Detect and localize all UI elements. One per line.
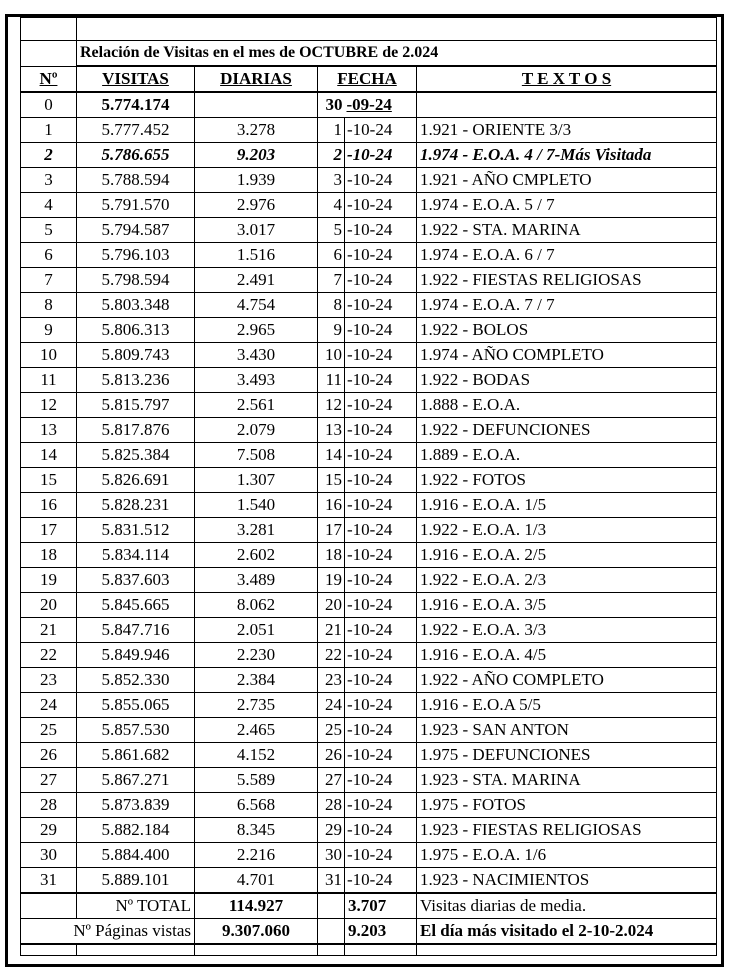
row-texto: 1.974 - E.O.A. 5 / 7 [417,193,717,218]
row-texto: 1.916 - E.O.A. 1/5 [417,493,717,518]
row-texto: 1.923 - SAN ANTON [417,718,717,743]
row-fecha: -10-24 [345,643,417,668]
row-visitas: 5.847.716 [77,618,195,643]
row-fecha: -10-24 [345,268,417,293]
row-fecha: -10-24 [345,418,417,443]
row-texto: 1.975 - DEFUNCIONES [417,743,717,768]
row-diarias: 4.754 [195,293,318,318]
row-day: 2 [318,143,345,168]
row-fecha: -10-24 [345,518,417,543]
page-title: Relación de Visitas en el mes de OCTUBRE de 2.024 [77,41,717,67]
header-textos: T E X T O S [417,66,717,92]
row-number: 28 [21,793,77,818]
row-visitas: 5.834.114 [77,543,195,568]
row-day: 12 [318,393,345,418]
row-day: 31 [318,868,345,894]
row-visitas: 5.837.603 [77,568,195,593]
row-number: 8 [21,293,77,318]
row-diarias: 1.516 [195,243,318,268]
row-fecha: -10-24 [345,493,417,518]
row-fecha: -10-24 [345,118,417,143]
row-diarias: 2.216 [195,843,318,868]
row-day: 11 [318,368,345,393]
row-texto: 1.922 - E.O.A. 3/3 [417,618,717,643]
row-visitas: 5.791.570 [77,193,195,218]
row-day: 23 [318,668,345,693]
row-day: 17 [318,518,345,543]
row-texto: 1.888 - E.O.A. [417,393,717,418]
table-row [21,793,717,818]
row-number: 22 [21,643,77,668]
row-day: 24 [318,693,345,718]
row-texto [417,92,717,118]
table-row [21,293,717,318]
row-texto: 1.921 - AÑO CMPLETO [417,168,717,193]
row-diarias: 8.062 [195,593,318,618]
row-diarias: 2.051 [195,618,318,643]
pages-value: 9.307.060 [195,919,318,945]
row-fecha: -09-24 [345,92,417,118]
visits-sheet [5,14,724,967]
row-visitas: 5.867.271 [77,768,195,793]
row-number: 24 [21,693,77,718]
row-diarias: 2.602 [195,543,318,568]
media-text: Visitas diarias de media. [417,893,717,919]
row-number: 21 [21,618,77,643]
row-day: 4 [318,193,345,218]
table-row [21,193,717,218]
row-number: 17 [21,518,77,543]
row-diarias: 1.939 [195,168,318,193]
row-fecha: -10-24 [345,168,417,193]
table-row [21,92,717,118]
row-day: 6 [318,243,345,268]
row-visitas: 5.852.330 [77,668,195,693]
row-texto: 1.922 - DEFUNCIONES [417,418,717,443]
total-row [21,893,717,919]
row-fecha: -10-24 [345,668,417,693]
table-row [21,768,717,793]
row-fecha: -10-24 [345,693,417,718]
row-fecha: -10-24 [345,818,417,843]
row-texto: 1.916 - E.O.A 5/5 [417,693,717,718]
table-row [21,868,717,894]
table-row [21,593,717,618]
table-row [21,143,717,168]
row-texto: 1.975 - FOTOS [417,793,717,818]
row-fecha: -10-24 [345,718,417,743]
row-day: 3 [318,168,345,193]
row-visitas: 5.813.236 [77,368,195,393]
row-day: 14 [318,443,345,468]
row-diarias: 1.307 [195,468,318,493]
table-row [21,743,717,768]
row-number: 1 [21,118,77,143]
row-number: 29 [21,818,77,843]
row-day: 9 [318,318,345,343]
table-row [21,368,717,393]
row-number: 20 [21,593,77,618]
row-day: 28 [318,793,345,818]
row-texto: 1.923 - FIESTAS RELIGIOSAS [417,818,717,843]
table-row [21,443,717,468]
row-diarias: 3.430 [195,343,318,368]
row-number: 10 [21,343,77,368]
row-day: 16 [318,493,345,518]
pages-row [21,919,717,945]
row-diarias: 5.589 [195,768,318,793]
row-diarias: 2.561 [195,393,318,418]
row-fecha: -10-24 [345,568,417,593]
header-no: Nº [21,66,77,92]
row-visitas: 5.788.594 [77,168,195,193]
row-number: 27 [21,768,77,793]
row-fecha: -10-24 [345,218,417,243]
row-texto: 1.975 - E.O.A. 1/6 [417,843,717,868]
row-visitas: 5.831.512 [77,518,195,543]
row-visitas: 5.796.103 [77,243,195,268]
row-texto: 1.923 - NACIMIENTOS [417,868,717,894]
row-fecha: -10-24 [345,318,417,343]
header-diarias: DIARIAS [195,66,318,92]
row-texto: 1.916 - E.O.A. 3/5 [417,593,717,618]
table-row [21,843,717,868]
row-texto: 1.921 - ORIENTE 3/3 [417,118,717,143]
row-visitas: 5.809.743 [77,343,195,368]
row-fecha: -10-24 [345,393,417,418]
row-day: 8 [318,293,345,318]
corner-cell [21,18,77,41]
row-number: 9 [21,318,77,343]
header-row [21,66,717,92]
row-visitas: 5.803.348 [77,293,195,318]
row-texto: 1.922 - BOLOS [417,318,717,343]
row-texto: 1.922 - FOTOS [417,468,717,493]
row-visitas: 5.845.665 [77,593,195,618]
table-row [21,493,717,518]
row-visitas: 5.777.452 [77,118,195,143]
media-value: 3.707 [345,893,417,919]
row-day: 7 [318,268,345,293]
row-visitas: 5.849.946 [77,643,195,668]
row-visitas: 5.857.530 [77,718,195,743]
row-texto: 1.916 - E.O.A. 2/5 [417,543,717,568]
row-number: 19 [21,568,77,593]
row-diarias: 1.540 [195,493,318,518]
row-visitas: 5.889.101 [77,868,195,894]
max-value: 9.203 [345,919,417,945]
row-day: 18 [318,543,345,568]
row-number: 11 [21,368,77,393]
row-diarias: 3.017 [195,218,318,243]
row-fecha: -10-24 [345,593,417,618]
row-diarias: 3.278 [195,118,318,143]
row-diarias: 6.568 [195,793,318,818]
row-day: 25 [318,718,345,743]
row-diarias: 7.508 [195,443,318,468]
row-texto: 1.922 - AÑO COMPLETO [417,668,717,693]
row-texto: 1.922 - E.O.A. 1/3 [417,518,717,543]
row-texto: 1.974 - AÑO COMPLETO [417,343,717,368]
table-row [21,543,717,568]
row-number: 6 [21,243,77,268]
row-visitas: 5.815.797 [77,393,195,418]
row-day: 20 [318,593,345,618]
row-visitas: 5.855.065 [77,693,195,718]
row-diarias: 2.384 [195,668,318,693]
row-diarias: 2.230 [195,643,318,668]
row-texto: 1.922 - STA. MARINA [417,218,717,243]
row-number: 7 [21,268,77,293]
row-diarias: 2.491 [195,268,318,293]
row-visitas: 5.873.839 [77,793,195,818]
table-row [21,468,717,493]
row-diarias: 4.152 [195,743,318,768]
table-row [21,268,717,293]
row-visitas: 5.825.384 [77,443,195,468]
row-texto: 1.889 - E.O.A. [417,443,717,468]
table-row [21,168,717,193]
row-number: 23 [21,668,77,693]
row-day: 1 [318,118,345,143]
row-diarias: 3.493 [195,368,318,393]
row-fecha: -10-24 [345,768,417,793]
row-number: 26 [21,743,77,768]
row-diarias: 2.079 [195,418,318,443]
row-number: 15 [21,468,77,493]
row-fecha: -10-24 [345,468,417,493]
row-fecha: -10-24 [345,618,417,643]
row-diarias: 3.489 [195,568,318,593]
row-texto: 1.974 - E.O.A. 6 / 7 [417,243,717,268]
row-visitas: 5.806.313 [77,318,195,343]
row-number: 16 [21,493,77,518]
row-day: 29 [318,818,345,843]
max-text: El día más visitado el 2-10-2.024 [417,919,717,945]
row-diarias: 9.203 [195,143,318,168]
row-visitas: 5.884.400 [77,843,195,868]
table-row [21,818,717,843]
row-number: 2 [21,143,77,168]
row-day: 22 [318,643,345,668]
row-number: 4 [21,193,77,218]
row-day: 30 [318,843,345,868]
row-number: 30 [21,843,77,868]
table-row [21,318,717,343]
total-value: 114.927 [195,893,318,919]
row-fecha: -10-24 [345,543,417,568]
row-fecha: -10-24 [345,743,417,768]
row-number: 12 [21,393,77,418]
row-number: 3 [21,168,77,193]
table-row [21,568,717,593]
row-fecha: -10-24 [345,193,417,218]
row-diarias: 2.965 [195,318,318,343]
table-row [21,118,717,143]
row-visitas: 5.817.876 [77,418,195,443]
header-fecha: FECHA [318,66,417,92]
row-day: 26 [318,743,345,768]
row-day: 19 [318,568,345,593]
header-visitas: VISITAS [77,66,195,92]
table-row [21,668,717,693]
row-fecha: -10-24 [345,343,417,368]
row-number: 13 [21,418,77,443]
row-diarias: 8.345 [195,818,318,843]
row-fecha: -10-24 [345,793,417,818]
row-visitas: 5.882.184 [77,818,195,843]
row-diarias: 2.976 [195,193,318,218]
row-fecha: -10-24 [345,443,417,468]
row-visitas: 5.798.594 [77,268,195,293]
row-visitas: 5.786.655 [77,143,195,168]
row-day: 13 [318,418,345,443]
row-diarias [195,92,318,118]
row-fecha: -10-24 [345,243,417,268]
row-texto: 1.974 - E.O.A. 4 / 7-Más Visitada [417,143,717,168]
table-row [21,643,717,668]
row-texto: 1.974 - E.O.A. 7 / 7 [417,293,717,318]
pages-label: Nº Páginas vistas [21,919,195,945]
row-texto: 1.923 - STA. MARINA [417,768,717,793]
row-texto: 1.916 - E.O.A. 4/5 [417,643,717,668]
row-number: 25 [21,718,77,743]
row-fecha: -10-24 [345,868,417,894]
row-day: 21 [318,618,345,643]
row-number: 31 [21,868,77,894]
table-row [21,418,717,443]
row-visitas: 5.861.682 [77,743,195,768]
row-number: 5 [21,218,77,243]
row-fecha: -10-24 [345,293,417,318]
row-texto: 1.922 - BODAS [417,368,717,393]
table-row [21,718,717,743]
row-day: 5 [318,218,345,243]
table-row [21,243,717,268]
row-texto: 1.922 - FIESTAS RELIGIOSAS [417,268,717,293]
row-number: 0 [21,92,77,118]
row-number: 18 [21,543,77,568]
row-fecha: -10-24 [345,843,417,868]
total-label: Nº TOTAL [77,893,195,919]
table-row [21,618,717,643]
row-visitas: 5.826.691 [77,468,195,493]
table-row [21,343,717,368]
row-visitas: 5.774.174 [77,92,195,118]
row-diarias: 3.281 [195,518,318,543]
visits-table [20,17,717,956]
table-row [21,518,717,543]
row-fecha: -10-24 [345,143,417,168]
row-diarias: 2.735 [195,693,318,718]
row-day: 10 [318,343,345,368]
row-number: 14 [21,443,77,468]
row-visitas: 5.794.587 [77,218,195,243]
table-row [21,393,717,418]
row-texto: 1.922 - E.O.A. 2/3 [417,568,717,593]
row-visitas: 5.828.231 [77,493,195,518]
row-day: 30 [318,92,345,118]
row-fecha: -10-24 [345,368,417,393]
table-row [21,693,717,718]
row-day: 15 [318,468,345,493]
row-diarias: 4.701 [195,868,318,894]
row-diarias: 2.465 [195,718,318,743]
row-day: 27 [318,768,345,793]
table-row [21,218,717,243]
